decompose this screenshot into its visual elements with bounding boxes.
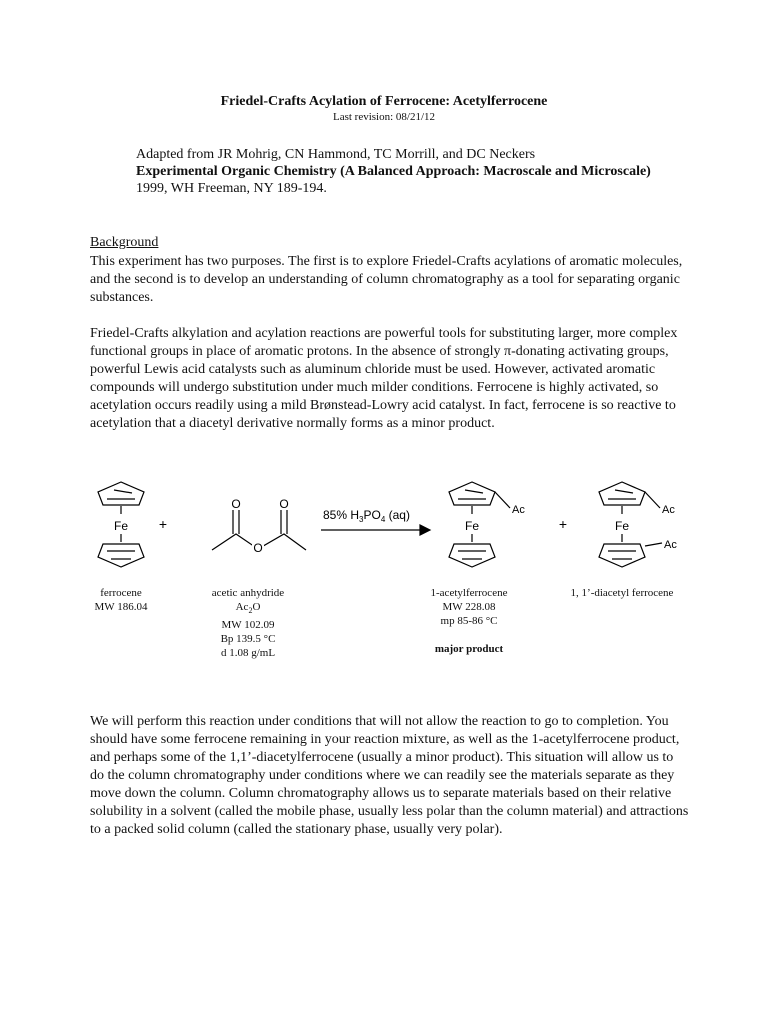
carbonyl-oxygen-2: O xyxy=(279,497,289,511)
carbonyl-oxygen-1: O xyxy=(231,497,241,511)
reagent-label: 85% $H_3PO_4$ (aq) xyxy=(323,508,410,524)
paragraph-chromatography: We will perform this reaction under conditions that will not allow the reaction to go to completion. You should have some ferrocene remaining in your reaction mixture, as well as the 1-acetylferrocene product, and perhaps some of the 1,1’-diacetylferrocene (usually a minor product). This situation will allow us to do the column chromatography under conditions where we can readily see the materials separate as they move down the column. Column chromatography allows us to separate materials based on their relative solubility in a solvent (called the mobile phase, usually less polar than the column material) and attractions to a packed solid column (called the stationary phase, usually very polar). xyxy=(90,714,689,837)
paragraph-purposes: This experiment has two purposes. The first is to explore Friedel-Crafts acylations of aromatic molecules, and the second is to develop an understanding of column chromatography as a tool for separating organic substances. xyxy=(90,254,683,305)
acetic-anhydride-label: acetic anhydride $Ac_2O$ MW 102.09 Bp 139.5 °C d 1.08 g/mL xyxy=(193,586,303,660)
acetyl-label-bottom: Ac xyxy=(664,539,677,551)
acetic-anhydride-structure xyxy=(212,497,306,555)
ferrocene-label: ferrocene MW 186.04 xyxy=(94,587,148,613)
acetyl-label: Ac xyxy=(512,504,525,516)
paragraph-friedel-crafts: Friedel-Crafts alkylation and acylation reactions are powerful tools for substituting larger, more complex functional groups in place of aromatic protons. In the absence of strongly π-donating activating groups, powerful Lewis acid catalysts such as aluminum chloride must be used. However, activated aromatic compounds will undergo substitution under much milder conditions. Ferrocene is highly activated, so acetylation occurs readily using a mild Brønstead-Lowry acid catalyst. In fact, ferrocene is so reactive to acetylation that a diacetyl derivative normally forms as a minor product. xyxy=(90,326,678,431)
citation-source xyxy=(136,163,656,197)
citation xyxy=(136,146,656,197)
citation-book-title: Experimental Organic Chemistry (A Balanced Approach: Macroscale and Microscale) xyxy=(136,164,651,179)
ferrocene-structure xyxy=(98,482,144,567)
fe-label: Fe xyxy=(464,519,480,533)
plus-sign-1: + xyxy=(158,516,168,532)
citation-publication: 1999, WH Freeman, NY 189-194. xyxy=(136,181,327,196)
background-heading: Background xyxy=(90,235,159,250)
revision-date: Last revision: 08/21/12 xyxy=(332,111,436,123)
reaction-arrow xyxy=(321,508,430,535)
acetic-anhydride-formula: $Ac_2O$ xyxy=(235,601,261,616)
acetylferrocene-structure xyxy=(449,482,525,567)
diacetylferrocene-structure xyxy=(599,482,677,567)
fe-label: Fe xyxy=(614,519,630,533)
ether-oxygen: O xyxy=(253,541,263,555)
major-product-note: major product xyxy=(434,643,504,655)
acetylferrocene-label: 1-acetylferrocene MW 228.08 mp 85-86 °C major product xyxy=(406,586,532,656)
diacetylferrocene-label: 1, 1’-diacetyl ferrocene xyxy=(570,587,674,599)
page-title: Friedel-Crafts Acylation of Ferrocene: Acetylferrocene xyxy=(220,94,548,109)
fe-label: Fe xyxy=(113,519,129,533)
citation-authors: Adapted from JR Mohrig, CN Hammond, TC Morrill, and DC Neckers xyxy=(136,147,536,162)
reaction-scheme xyxy=(0,470,768,680)
acetyl-label-top: Ac xyxy=(662,504,675,516)
plus-sign-2: + xyxy=(558,516,568,532)
